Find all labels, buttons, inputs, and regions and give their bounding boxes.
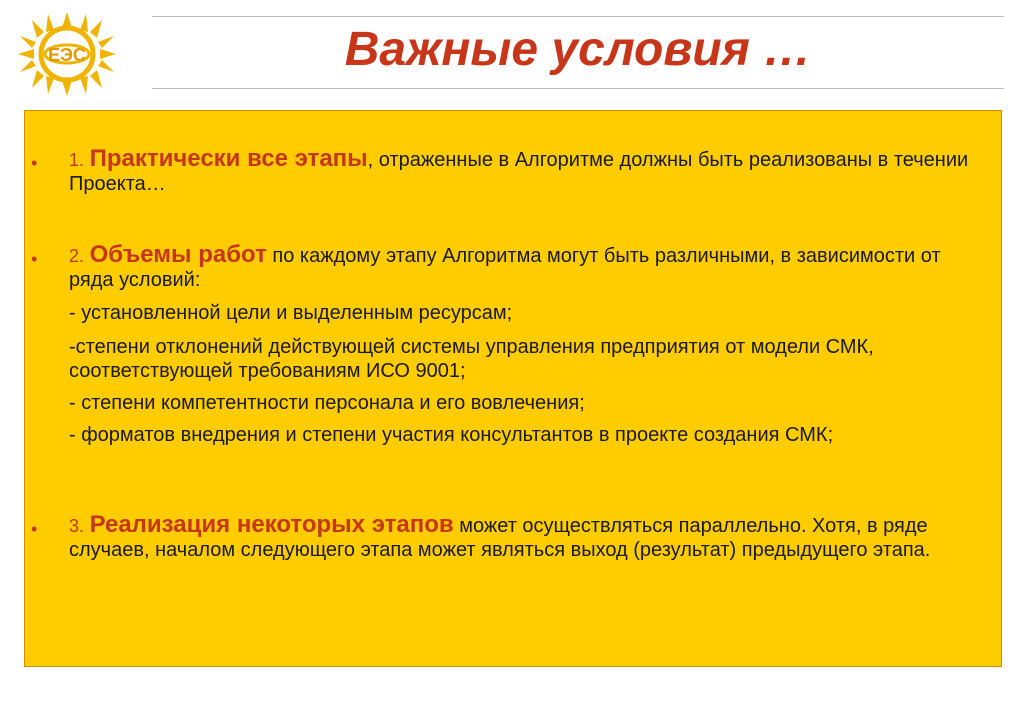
bullet-icon: • [31, 519, 38, 539]
list-item-1: 1. Практически все этапы, отраженные в Алгоритме должны быть реализованы в течении Проекта… [69, 145, 969, 195]
title-rule-top [152, 16, 1004, 17]
bullet-icon: • [31, 153, 38, 173]
title-rule-bottom [152, 88, 1004, 89]
content-panel [24, 110, 1002, 667]
sub-item: -степени отклонений действующей системы управления предприятия от модели СМК, соответствующей требованиям ИСО 9001; [69, 336, 874, 382]
list-item-2: 2. Объемы работ по каждому этапу Алгоритма могут быть различными, в зависимости от ряда условий: [69, 241, 941, 291]
list-item-3: 3. Реализация некоторых этапов может осуществляться параллельно. Хотя, в ряде случаев, началом следующего этапа может являться выход (результат) предыдущего этапа. [69, 511, 931, 561]
sub-item: - степени компетентности персонала и его вовлечения; [69, 392, 585, 414]
sub-item: - форматов внедрения и степени участия консультантов в проекте создания СМК; [69, 424, 834, 446]
sub-item: - установленной цели и выделенным ресурсам; [69, 302, 513, 324]
bullet-icon: • [31, 249, 38, 269]
sun-logo-icon [10, 4, 124, 104]
svg-text:ЕЭС: ЕЭС [48, 45, 86, 65]
page-title: Важные условия … [344, 23, 812, 76]
